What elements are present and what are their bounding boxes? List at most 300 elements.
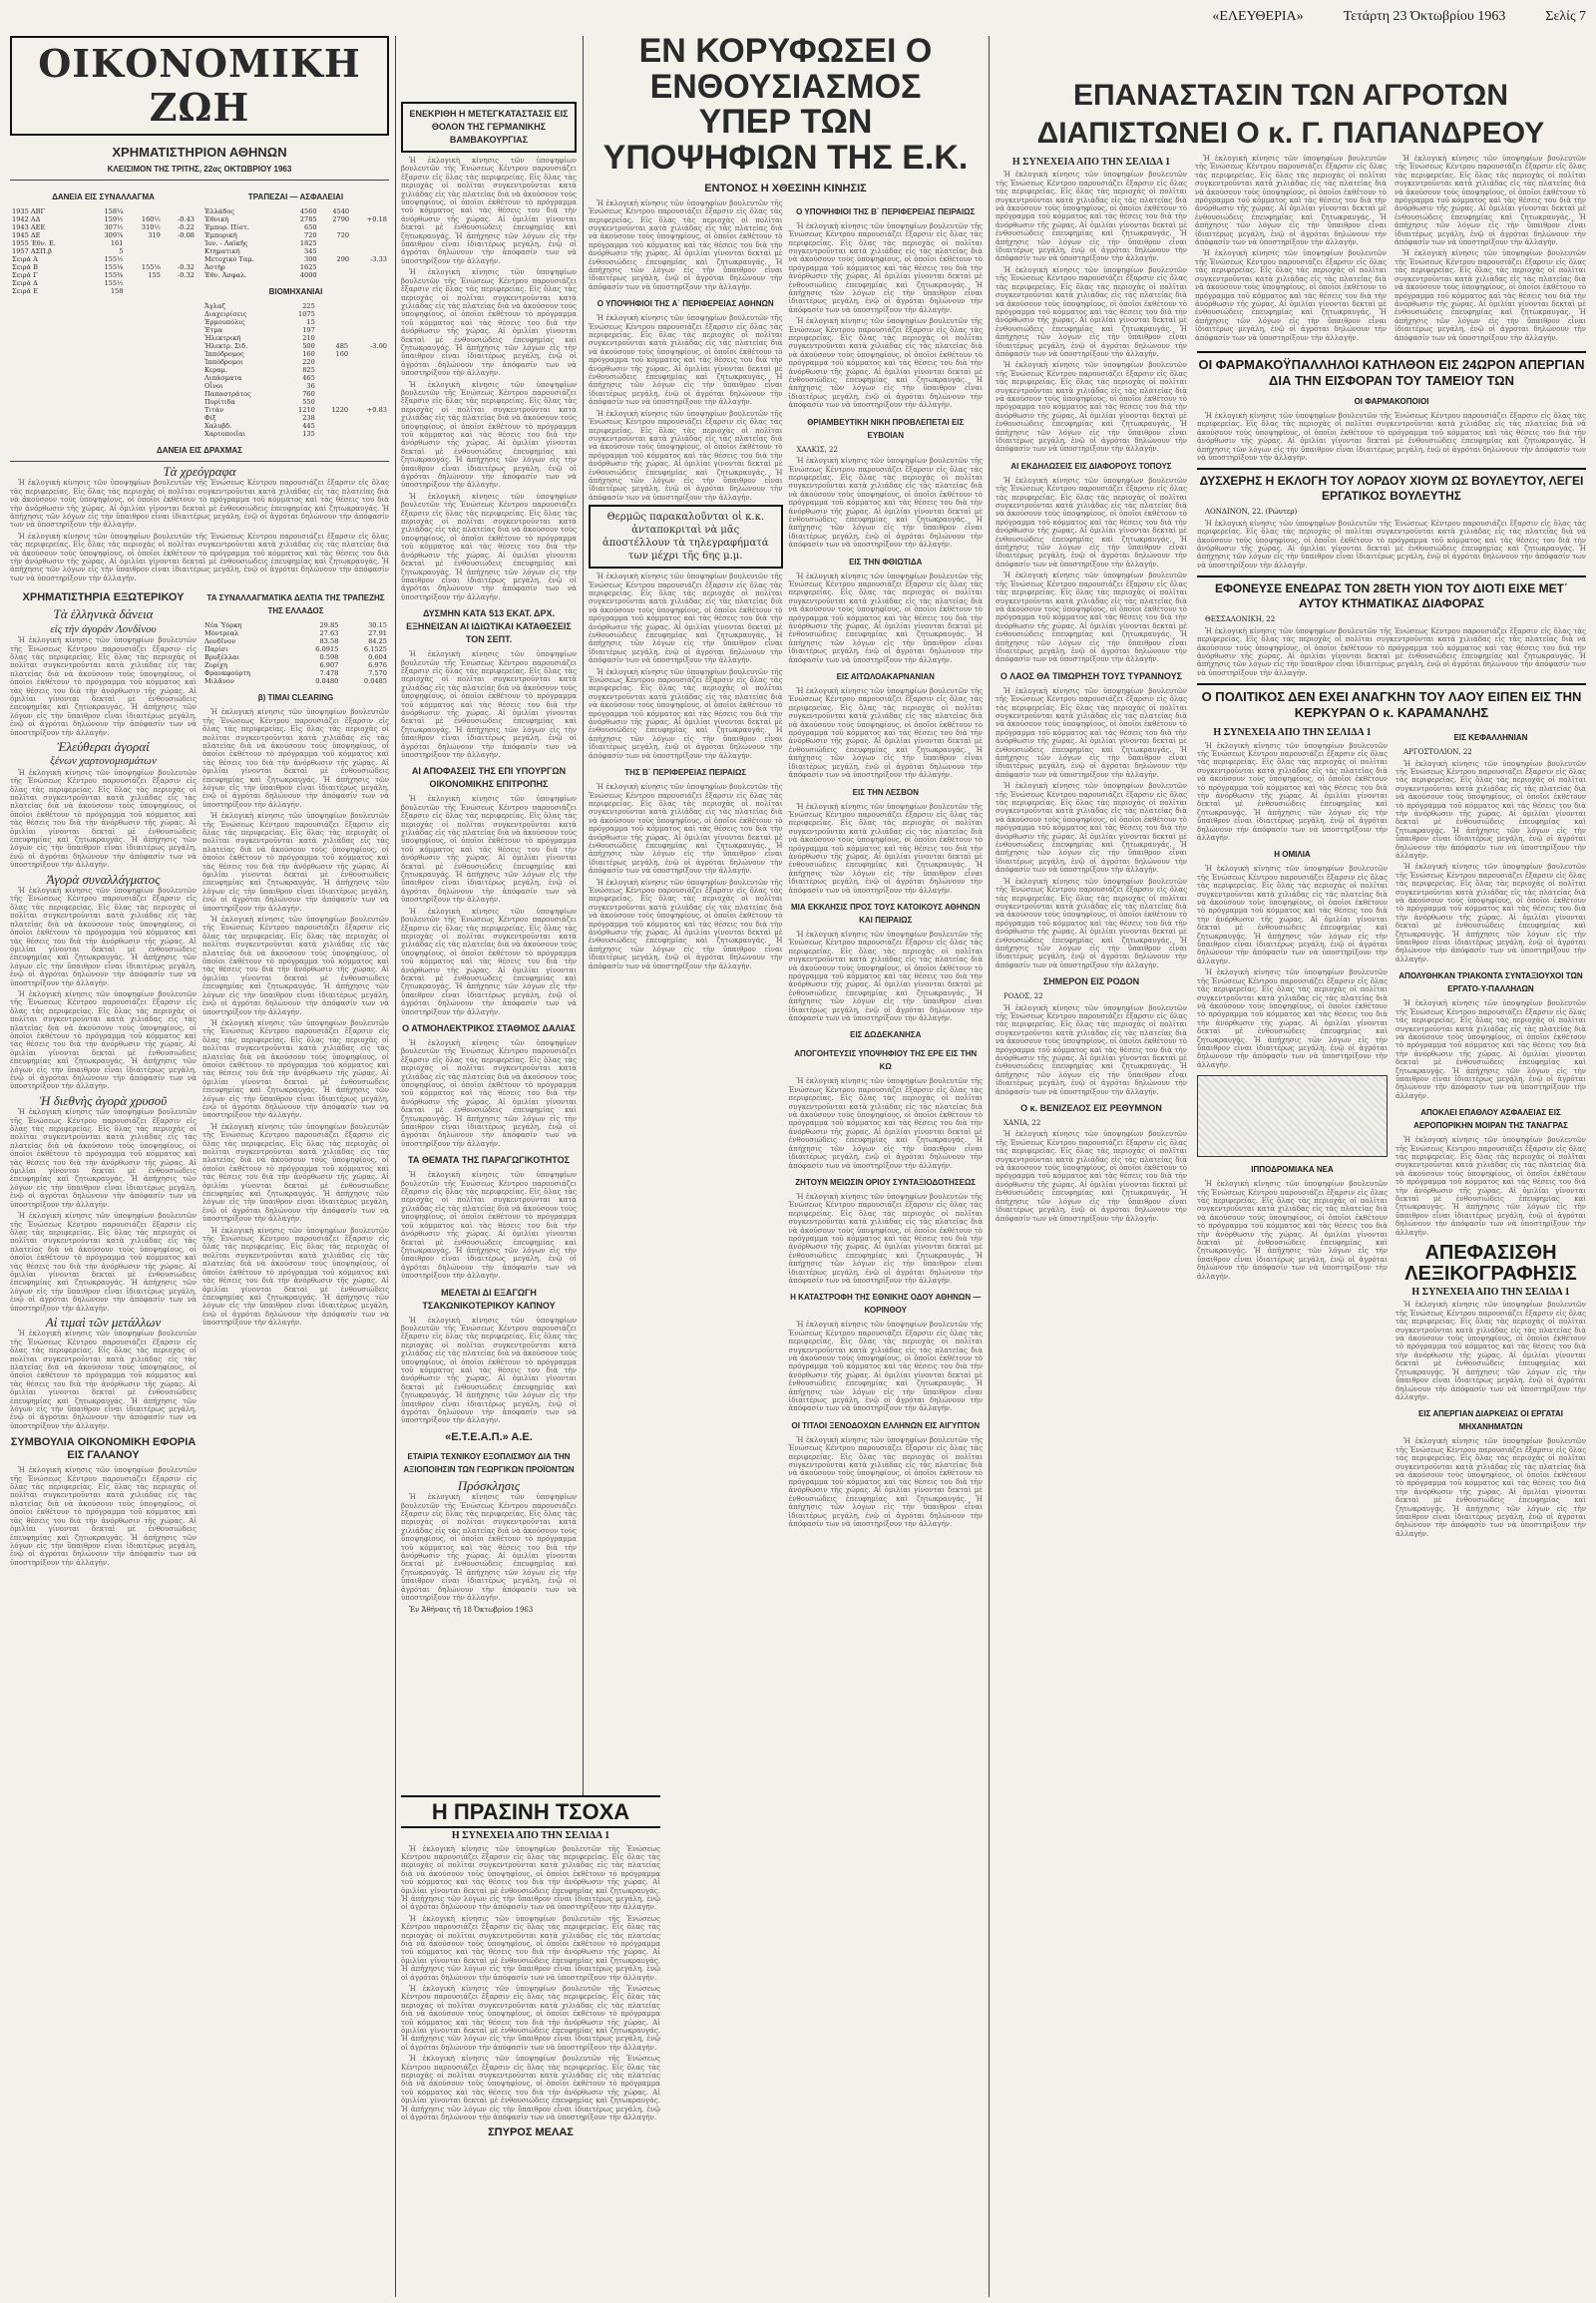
right-text-9: Ἡ ἐκλογικὴ κίνησις τῶν ὑποψηφίων βουλευτῶν τῆς Ἑνώσεως Κέντρου παρουσιάζει ἔξαρσιν εἰς ὅλας τὰς περιφερείας. Εἰς ὅλας τὰς περιοχὰς οἱ πολῖται συγκεντροῦνται κατὰ χιλιάδας εἰς τὰς πλατείας διὰ νὰ ἀκούσουν τοὺς ὑποψηφίους, οἱ ὁποῖοι ἐκθέτουν τὸ πρόγραμμα τοῦ κόμματος καὶ τὰς θέσεις του διὰ τὴν ἀνόρθωσιν τῆς χώρας. Αἱ ὁμιλίαι γίνονται δεκταὶ μὲ ἐνθουσιώδεις ἐπευφημίας καὶ ζητωκραυγάς. Ἡ ἀπήχησις τῶν λόγων εἰς τὴν ὕπαιθρον εἶναι ἰδιαιτέρως μεγάλη, ἐνῷ οἱ ἀγρόται δηλώνουν τὴν ἀπόφασίν των νὰ ὑποστηρίξουν τὴν ἀλλαγήν. (996, 1003, 1187, 1096)
table-cell: Ἄγλαζ (204, 302, 225, 310)
table-cell (350, 390, 389, 398)
table-cell (163, 279, 197, 287)
table-row (10, 263, 197, 271)
center-text-4: Ἡ ἐκλογικὴ κίνησις τῶν ὑποψηφίων βουλευτῶν τῆς Ἑνώσεως Κέντρου παρουσιάζει ἔξαρσιν εἰς ὅλας τὰς περιφερείας. Εἰς ὅλας τὰς περιοχὰς οἱ πολῖται συγκεντροῦνται κατὰ χιλιάδας εἰς τὰς πλατείας διὰ νὰ ἀκούσουν τοὺς ὑποψηφίους, οἱ ὁποῖοι ἐκθέτουν τὸ πρόγραμμα τοῦ κόμματος καὶ τὰς θέσεις του διὰ τὴν ἀνόρθωσιν τῆς χώρας. Αἱ ὁμιλίαι γίνονται δεκταὶ μὲ ἐνθουσιώδεις ἐπευφημίας καὶ ζητωκραυγάς. Ἡ ἀπήχησις τῶν λόγων εἰς τὴν ὕπαιθρον εἶναι ἰδιαιτέρως μεγάλη, ἐνῷ οἱ ἀγρόται δηλώνουν τὴν ἀπόφασίν των νὰ ὑποστηρίξουν τὴν ἀλλαγήν. (589, 573, 783, 665)
currency-market-heading: Ἀγορὰ συναλλάγματος (46, 871, 161, 887)
table-cell: 4540 (332, 207, 350, 215)
table-cell: 160 (335, 350, 349, 358)
table-cell: 307½ (104, 223, 124, 231)
table-cell: Ζυρίχη (204, 661, 227, 670)
table-cell: 4000 (299, 271, 317, 279)
table-cell (319, 247, 351, 255)
table-row (202, 231, 389, 239)
table-cell (350, 350, 389, 358)
table-cell: 345 (304, 247, 317, 255)
etap-invite: Πρόσκλησις (457, 1477, 521, 1493)
kefallinia-text-2: Ἡ ἐκλογικὴ κίνησις τῶν ὑποψηφίων βουλευτῶν τῆς Ἑνώσεως Κέντρου παρουσιάζει ἔξαρσιν εἰς ὅλας τὰς περιφερείας. Εἰς ὅλας τὰς περιοχὰς οἱ πολῖται συγκεντροῦνται κατὰ χιλιάδας εἰς τὰς πλατείας διὰ νὰ ἀκούσουν τοὺς ὑποψηφίους, οἱ ὁποῖοι ἐκθέτουν τὸ πρόγραμμα τοῦ κόμματος καὶ τὰς θέσεις του διὰ τὴν ἀνόρθωσιν τῆς χώρας. Αἱ ὁμιλίαι γίνονται δεκταὶ μὲ ἐνθουσιώδεις ἐπευφημίας καὶ ζητωκραυγάς. Ἡ ἀπήχησις τῶν λόγων εἰς τὴν ὕπαιθρον εἶναι ἰδιαιτέρως μεγάλη, ἐνῷ οἱ ἀγρόται δηλώνουν τὴν ἀπόφασίν των νὰ ὑποστηρίξουν τὴν ἀλλαγήν. (1396, 863, 1586, 963)
table-cell (350, 422, 389, 430)
green-bag-text-3: Ἡ ἐκλογικὴ κίνησις τῶν ὑποψηφίων βουλευτῶν τῆς Ἑνώσεως Κέντρου παρουσιάζει ἔξαρσιν εἰς ὅλας τὰς περιφερείας. Εἰς ὅλας τὰς περιοχὰς οἱ πολῖται συγκεντροῦνται κατὰ χιλιάδας εἰς τὰς πλατείας διὰ νὰ ἀκούσουν τοὺς ὑποψηφίους, οἱ ὁποῖοι ἐκθέτουν τὸ πρόγραμμα τοῦ κόμματος καὶ τὰς θέσεις του διὰ τὴν ἀνόρθωσιν τῆς χώρας. Αἱ ὁμιλίαι γίνονται δεκταὶ μὲ ἐνθουσιώδεις ἐπευφημίας καὶ ζητωκραυγάς. Ἡ ἀπήχησις τῶν λόγων εἰς τὴν ὕπαιθρον εἶναι ἰδιαιτέρως μεγάλη, ἐνῷ οἱ ἀγρόται δηλώνουν τὴν ἀπόφασίν των νὰ ὑποστηρίξουν τὴν ἀλλαγήν. (401, 1985, 660, 2052)
clearing-text: Ἡ ἐκλογικὴ κίνησις τῶν ὑποψηφίων βουλευτῶν τῆς Ἑνώσεως Κέντρου παρουσιάζει ἔξαρσιν εἰς ὅλας τὰς περιφερείας. Εἰς ὅλας τὰς περιοχὰς οἱ πολῖται συγκεντροῦνται κατὰ χιλιάδας εἰς τὰς πλατείας διὰ νὰ ἀκούσουν τοὺς ὑποψηφίους, οἱ ὁποῖοι ἐκθέτουν τὸ πρόγραμμα τοῦ κόμματος καὶ τὰς θέσεις του διὰ τὴν ἀνόρθωσιν τῆς χώρας. Αἱ ὁμιλίαι γίνονται δεκταὶ μὲ ἐνθουσιώδεις ἐπευφημίας καὶ ζητωκραυγάς. Ἡ ἀπήχησις τῶν λόγων εἰς τὴν ὕπαιθρον εἶναι ἰδιαιτέρως μεγάλη, ἐνῷ οἱ ἀγρόται δηλώνουν τὴν ἀπόφασίν των νὰ ὑποστηρίξουν τὴν ἀλλαγήν. (202, 708, 389, 809)
table-cell: Ἰππόδρομος (204, 350, 244, 358)
green-bag-text: Ἡ ἐκλογικὴ κίνησις τῶν ὑποψηφίων βουλευτῶν τῆς Ἑνώσεως Κέντρου παρουσιάζει ἔξαρσιν εἰς ὅλας τὰς περιφερείας. Εἰς ὅλας τὰς περιοχὰς οἱ πολῖται συγκεντροῦνται κατὰ χιλιάδας εἰς τὰς πλατείας διὰ νὰ ἀκούσουν τοὺς ὑποψηφίους, οἱ ὁποῖοι ἐκθέτουν τὸ πρόγραμμα τοῦ κόμματος καὶ τὰς θέσεις του διὰ τὴν ἀνόρθωσιν τῆς χώρας. Αἱ ὁμιλίαι γίνονται δεκταὶ μὲ ἐνθουσιώδεις ἐπευφημίας καὶ ζητωκραυγάς. Ἡ ἀπήχησις τῶν λόγων εἰς τὴν ὕπαιθρον εἶναι ἰδιαιτέρως μεγάλη, ἐνῷ οἱ ἀγρόται δηλώνουν τὴν ἀπόφασίν των νὰ ὑποστηρίξουν τὴν ἀλλαγήν. (401, 1844, 660, 1912)
hippo-text: Ἡ ἐκλογικὴ κίνησις τῶν ὑποψηφίων βουλευτῶν τῆς Ἑνώσεως Κέντρου παρουσιάζει ἔξαρσιν εἰς ὅλας τὰς περιφερείας. Εἰς ὅλας τὰς περιοχὰς οἱ πολῖται συγκεντροῦνται κατὰ χιλιάδας εἰς τὰς πλατείας διὰ νὰ ἀκούσουν τοὺς ὑποψηφίους, οἱ ὁποῖοι ἐκθέτουν τὸ πρόγραμμα τοῦ κόμματος καὶ τὰς θέσεις του διὰ τὴν ἀνόρθωσιν τῆς χώρας. Αἱ ὁμιλίαι γίνονται δεκταὶ μὲ ἐνθουσιώδεις ἐπευφημίας καὶ ζητωκραυγάς. Ἡ ἀπήχησις τῶν λόγων εἰς τὴν ὕπαιθρον εἶναι ἰδιαιτέρως μεγάλη, ἐνῷ οἱ ἀγρόται δηλώνουν τὴν ἀπόφασίν των νὰ ὑποστηρίξουν τὴν ἀλλαγήν. (1197, 1180, 1388, 1281)
center-text-1: Ἡ ἐκλογικὴ κίνησις τῶν ὑποψηφίων βουλευτῶν τῆς Ἑνώσεως Κέντρου παρουσιάζει ἔξαρσιν εἰς ὅλας τὰς περιφερείας. Εἰς ὅλας τὰς περιοχὰς οἱ πολῖται συγκεντροῦνται κατὰ χιλιάδας εἰς τὰς πλατείας διὰ νὰ ἀκούσουν τοὺς ὑποψηφίους, οἱ ὁποῖοι ἐκθέτουν τὸ πρόγραμμα τοῦ κόμματος καὶ τὰς θέσεις του διὰ τὴν ἀνόρθωσιν τῆς χώρας. Αἱ ὁμιλίαι γίνονται δεκταὶ μὲ ἐνθουσιώδεις ἐπευφημίας καὶ ζητωκραυγάς. Ἡ ἀπήχησις τῶν λόγων εἰς τὴν ὕπαιθρον εἶναι ἰδιαιτέρως μεγάλη, ἐνῷ οἱ ἀγρόται δηλώνουν τὴν ἀπόφασίν των νὰ ὑποστηρίξουν τὴν ἀλλαγήν. (589, 198, 783, 291)
table-cell: 309⅞ (104, 231, 124, 239)
etap-date: Ἐν Ἀθήναις τῇ 18 Ὀκτωβρίου 1963 (409, 1605, 534, 1614)
politician-text-2: Ἡ ἐκλογικὴ κίνησις τῶν ὑποψηφίων βουλευτῶν τῆς Ἑνώσεως Κέντρου παρουσιάζει ἔξαρσιν εἰς ὅλας τὰς περιφερείας. Εἰς ὅλας τὰς περιοχὰς οἱ πολῖται συγκεντροῦνται κατὰ χιλιάδας εἰς τὰς πλατείας διὰ νὰ ἀκούσουν τοὺς ὑποψηφίους, οἱ ὁποῖοι ἐκθέτουν τὸ πρόγραμμα τοῦ κόμματος καὶ τὰς θέσεις του διὰ τὴν ἀνόρθωσιν τῆς χώρας. Αἱ ὁμιλίαι γίνονται δεκταὶ μὲ ἐνθουσιώδεις ἐπευφημίας καὶ ζητωκραυγάς. Ἡ ἀπήχησις τῶν λόγων εἰς τὴν ὕπαιθρον εἶναι ἰδιαιτέρως μεγάλη, ἐνῷ οἱ ἀγρόται δηλώνουν τὴν ἀπόφασίν των νὰ ὑποστηρίξουν τὴν ἀλλαγήν. (1197, 865, 1388, 965)
table-cell (317, 398, 350, 406)
table-cell (125, 279, 162, 287)
table-cell: Ἐμπορική (204, 231, 237, 239)
economy-title-box (10, 36, 389, 136)
metal-text: Ἡ ἐκλογικὴ κίνησις τῶν ὑποψηφίων βουλευτῶν τῆς Ἑνώσεως Κέντρου παρουσιάζει ἔξαρσιν εἰς ὅλας τὰς περιφερείας. Εἰς ὅλας τὰς περιοχὰς οἱ πολῖται συγκεντροῦνται κατὰ χιλιάδας εἰς τὰς πλατείας διὰ νὰ ἀκούσουν τοὺς ὑποψηφίους, οἱ ὁποῖοι ἐκθέτουν τὸ πρόγραμμα τοῦ κόμματος καὶ τὰς θέσεις του διὰ τὴν ἀνόρθωσιν τῆς χώρας. Αἱ ὁμιλίαι γίνονται δεκταὶ μὲ ἐνθουσιώδεις ἐπευφημίας καὶ ζητωκραυγάς. Ἡ ἀπήχησις τῶν λόγων εἰς τὴν ὕπαιθρον εἶναι ἰδιαιτέρως μεγάλη, ἐνῷ οἱ ἀγρόται δηλώνουν τὴν ἀπόφασίν των νὰ ὑποστηρίξουν τὴν ἀλλαγήν. (10, 1330, 197, 1430)
table-cell (350, 302, 389, 310)
table-cell: 158 (110, 287, 124, 295)
fthiotida-heading: ΕΙΣ ΤΗΝ ΦΘΙΩΤΙΔΑ (849, 557, 923, 567)
green-bag-title: Η ΠΡΑΣΙΝΗ ΤΣΟΧΑ (401, 1795, 660, 1828)
table-cell: 0.598 (319, 653, 339, 662)
right-text-12: Ἡ ἐκλογικὴ κίνησις τῶν ὑποψηφίων βουλευτῶν τῆς Ἑνώσεως Κέντρου παρουσιάζει ἔξαρσιν εἰς ὅλας τὰς περιφερείας. Εἰς ὅλας τὰς περιοχὰς οἱ πολῖται συγκεντροῦνται κατὰ χιλιάδας εἰς τὰς πλατείας διὰ νὰ ἀκούσουν τοὺς ὑποψηφίους, οἱ ὁποῖοι ἐκθέτουν τὸ πρόγραμμα τοῦ κόμματος καὶ τὰς θέσεις του διὰ τὴν ἀνόρθωσιν τῆς χώρας. Αἱ ὁμιλίαι γίνονται δεκταὶ μὲ ἐνθουσιώδεις ἐπευφημίας καὶ ζητωκραυγάς. Ἡ ἀπήχησις τῶν λόγων εἰς τὴν ὕπαιθρον εἶναι ἰδιαιτέρως μεγάλη, ἐνῷ οἱ ἀγρόται δηλώνουν τὴν ἀπόφασίν των νὰ ὑποστηρίξουν τὴν ἀλλαγήν. (1195, 249, 1387, 342)
table-cell: 158¼ (104, 207, 124, 215)
table-cell: 6.1525 (363, 645, 387, 654)
currency-text-2: Ἡ ἐκλογικὴ κίνησις τῶν ὑποψηφίων βουλευτῶν τῆς Ἑνώσεως Κέντρου παρουσιάζει ἔξαρσιν εἰς ὅλας τὰς περιφερείας. Εἰς ὅλας τὰς περιοχὰς οἱ πολῖται συγκεντροῦνται κατὰ χιλιάδας εἰς τὰς πλατείας διὰ νὰ ἀκούσουν τοὺς ὑποψηφίους, οἱ ὁποῖοι ἐκθέτουν τὸ πρόγραμμα τοῦ κόμματος καὶ τὰς θέσεις του διὰ τὴν ἀνόρθωσιν τῆς χώρας. Αἱ ὁμιλίαι γίνονται δεκταὶ μὲ ἐνθουσιώδεις ἐπευφημίας καὶ ζητωκραυγάς. Ἡ ἀπήχησις τῶν λόγων εἰς τὴν ὕπαιθρον εἶναι ἰδιαιτέρως μεγάλη, ἐνῷ οἱ ἀγρόται δηλώνουν τὴν ἀπόφασίν των νὰ ὑποστηρίξουν τὴν ἀλλαγήν. (10, 989, 197, 1091)
green-bag-author: ΣΠΥΡΟΣ ΜΕΛΑΣ (488, 2125, 574, 2138)
table-cell: 6.976 (368, 661, 387, 670)
pharmacists-text: Ἡ ἐκλογικὴ κίνησις τῶν ὑποψηφίων βουλευτῶν τῆς Ἑνώσεως Κέντρου παρουσιάζει ἔξαρσιν εἰς ὅλας τὰς περιφερείας. Εἰς ὅλας τὰς περιοχὰς οἱ πολῖται συγκεντροῦνται κατὰ χιλιάδας εἰς τὰς πλατείας διὰ νὰ ἀκούσουν τοὺς ὑποψηφίους, οἱ ὁποῖοι ἐκθέτουν τὸ πρόγραμμα τοῦ κόμματος καὶ τὰς θέσεις του διὰ τὴν ἀνόρθωσιν τῆς χώρας. Αἱ ὁμιλίαι γίνονται δεκταὶ μὲ ἐνθουσιώδεις ἐπευφημίας καὶ ζητωκραυγάς. Ἡ ἀπήχησις τῶν λόγων εἰς τὴν ὕπαιθρον εἶναι ἰδιαιτέρως μεγάλη, ἐνῷ οἱ ἀγρόται δηλώνουν τὴν ἀπόφασίν των νὰ ὑποστηρίξουν τὴν ἀλλαγήν. (1197, 412, 1586, 463)
center-text-18: Ἡ ἐκλογικὴ κίνησις τῶν ὑποψηφίων βουλευτῶν τῆς Ἑνώσεως Κέντρου παρουσιάζει ἔξαρσιν εἰς ὅλας τὰς περιφερείας. Εἰς ὅλας τὰς περιοχὰς οἱ πολῖται συγκεντροῦνται κατὰ χιλιάδας εἰς τὰς πλατείας διὰ νὰ ἀκούσουν τοὺς ὑποψηφίους, οἱ ὁποῖοι ἐκθέτουν τὸ πρόγραμμα τοῦ κόμματος καὶ τὰς θέσεις του διὰ τὴν ἀνόρθωσιν τῆς χώρας. Αἱ ὁμιλίαι γίνονται δεκταὶ μὲ ἐνθουσιώδεις ἐπευφημίας καὶ ζητωκραυγάς. Ἡ ἀπήχησις τῶν λόγων εἰς τὴν ὕπαιθρον εἶναι ἰδιαιτέρως μεγάλη, ἐνῷ οἱ ἀγρόται δηλώνουν τὴν ἀπόφασίν των νὰ ὑποστηρίξουν τὴν ἀλλαγήν. (788, 1435, 983, 1528)
tobacco-heading: ΜΕΛΕΤΑΙ ΔΙ ΕΞΑΓΩΓΗ ΤΣΑΚΩΝΙΚΟΤΕΡΙΚΟΥ ΚΑΠΝΟΥ (422, 1287, 556, 1311)
table-cell: 0.604 (368, 653, 387, 662)
table-cell: Ἐμπορ. Πίστ. (204, 223, 249, 231)
table-cell (351, 263, 389, 271)
center-text-8: Ἡ ἐκλογικὴ κίνησις τῶν ὑποψηφίων βουλευτῶν τῆς Ἑνώσεως Κέντρου παρουσιάζει ἔξαρσιν εἰς ὅλας τὰς περιφερείας. Εἰς ὅλας τὰς περιοχὰς οἱ πολῖται συγκεντροῦνται κατὰ χιλιάδας εἰς τὰς πλατείας διὰ νὰ ἀκούσουν τοὺς ὑποψηφίους, οἱ ὁποῖοι ἐκθέτουν τὸ πρόγραμμα τοῦ κόμματος καὶ τὰς θέσεις του διὰ τὴν ἀνόρθωσιν τῆς χώρας. Αἱ ὁμιλίαι γίνονται δεκταὶ μὲ ἐνθουσιώδεις ἐπευφημίας καὶ ζητωκραυγάς. Ἡ ἀπήχησις τῶν λόγων εἰς τὴν ὕπαιθρον εἶναι ἰδιαιτέρως μεγάλη, ἐνῷ οἱ ἀγρόται δηλώνουν τὴν ἀπόφασίν των νὰ ὑποστηρίξουν τὴν ἀλλαγήν. (788, 221, 983, 314)
masthead (968, 6, 1586, 28)
meetings-heading: ΣΥΜΒΟΥΛΙΑ ΟΙΚΟΝΟΜΙΚΗ ΕΦΟΡΙΑ ΕΙΣ ΓΑΛΑΝΟΥ (10, 1436, 197, 1462)
table-row (202, 310, 389, 318)
table-cell: Μετοχικὸ Ταμ. (204, 255, 254, 263)
table-cell (350, 318, 389, 326)
table-cell: 485 (335, 342, 349, 350)
table-cell: 160½ (141, 215, 161, 223)
table-cell (317, 382, 350, 390)
table-cell: Λιπάσματα (204, 374, 242, 382)
table-cell: Ἀστήρ (204, 263, 225, 271)
newspaper-page (10, 6, 1586, 2297)
right-text-1: Ἡ ἐκλογικὴ κίνησις τῶν ὑποψηφίων βουλευτῶν τῆς Ἑνώσεως Κέντρου παρουσιάζει ἔξαρσιν εἰς ὅλας τὰς περιφερείας. Εἰς ὅλας τὰς περιοχὰς οἱ πολῖται συγκεντροῦνται κατὰ χιλιάδας εἰς τὰς πλατείας διὰ νὰ ἀκούσουν τοὺς ὑποψηφίους, οἱ ὁποῖοι ἐκθέτουν τὸ πρόγραμμα τοῦ κόμματος καὶ τὰς θέσεις του διὰ τὴν ἀνόρθωσιν τῆς χώρας. Αἱ ὁμιλίαι γίνονται δεκταὶ μὲ ἐνθουσιώδεις ἐπευφημίας καὶ ζητωκραυγάς. Ἡ ἀπήχησις τῶν λόγων εἰς τὴν ὕπαιθρον εἶναι ἰδιαιτέρως μεγάλη, ἐνῷ οἱ ἀγρόται δηλώνουν τὴν ἀπόφασίν των νὰ ὑποστηρίξουν τὴν ἀλλαγήν. (996, 171, 1187, 263)
table-cell: Ἠλεκτρ. Σιδ. (204, 342, 248, 350)
table-cell: Ἡλεκτρική (204, 334, 241, 342)
table-cell: Βρυξέλλαι (204, 653, 240, 662)
lesvos-heading: ΕΙΣ ΤΗΝ ΛΕΣΒΟΝ (852, 787, 919, 797)
table-cell: 290 (336, 255, 350, 263)
cotton-text-3: Ἡ ἐκλογικὴ κίνησις τῶν ὑποψηφίων βουλευτῶν τῆς Ἑνώσεως Κέντρου παρουσιάζει ἔξαρσιν εἰς ὅλας τὰς περιφερείας. Εἰς ὅλας τὰς περιοχὰς οἱ πολῖται συγκεντροῦνται κατὰ χιλιάδας εἰς τὰς πλατείας διὰ νὰ ἀκούσουν τοὺς ὑποψηφίους, οἱ ὁποῖοι ἐκθέτουν τὸ πρόγραμμα τοῦ κόμματος καὶ τὰς θέσεις του διὰ τὴν ἀνόρθωσιν τῆς χώρας. Αἱ ὁμιλίαι γίνονται δεκταὶ μὲ ἐνθουσιώδεις ἐπευφημίας καὶ ζητωκραυγάς. Ἡ ἀπήχησις τῶν λόγων εἰς τὴν ὕπαιθρον εἶναι ἰδιαιτέρως μεγάλη, ἐνῷ οἱ ἀγρόται δηλώνουν τὴν ἀπόφασίν των νὰ ὑποστηρίξουν τὴν ἀλλαγήν. (401, 380, 577, 490)
center-text-9: Ἡ ἐκλογικὴ κίνησις τῶν ὑποψηφίων βουλευτῶν τῆς Ἑνώσεως Κέντρου παρουσιάζει ἔξαρσιν εἰς ὅλας τὰς περιφερείας. Εἰς ὅλας τὰς περιοχὰς οἱ πολῖται συγκεντροῦνται κατὰ χιλιάδας εἰς τὰς πλατείας διὰ νὰ ἀκούσουν τοὺς ὑποψηφίους, οἱ ὁποῖοι ἐκθέτουν τὸ πρόγραμμα τοῦ κόμματος καὶ τὰς θέσεις του διὰ τὴν ἀνόρθωσιν τῆς χώρας. Αἱ ὁμιλίαι γίνονται δεκταὶ μὲ ἐνθουσιώδεις ἐπευφημίας καὶ ζητωκραυγάς. Ἡ ἀπήχησις τῶν λόγων εἰς τὴν ὕπαιθρον εἶναι ἰδιαιτέρως μεγάλη, ἐνῷ οἱ ἀγρόται δηλώνουν τὴν ἀπόφασίν των νὰ ὑποστηρίξουν τὴν ἀλλαγήν. (788, 317, 983, 410)
table-row (202, 271, 389, 279)
right-text-7: Ἡ ἐκλογικὴ κίνησις τῶν ὑποψηφίων βουλευτῶν τῆς Ἑνώσεως Κέντρου παρουσιάζει ἔξαρσιν εἰς ὅλας τὰς περιφερείας. Εἰς ὅλας τὰς περιοχὰς οἱ πολῖται συγκεντροῦνται κατὰ χιλιάδας εἰς τὰς πλατείας διὰ νὰ ἀκούσουν τοὺς ὑποψηφίους, οἱ ὁποῖοι ἐκθέτουν τὸ πρόγραμμα τοῦ κόμματος καὶ τὰς θέσεις του διὰ τὴν ἀνόρθωσιν τῆς χώρας. Αἱ ὁμιλίαι γίνονται δεκταὶ μὲ ἐνθουσιώδεις ἐπευφημίας καὶ ζητωκραυγάς. Ἡ ἀπήχησις τῶν λόγων εἰς τὴν ὕπαιθρον εἶναι ἰδιαιτέρως μεγάλη, ἐνῷ οἱ ἀγρόται δηλώνουν τὴν ἀπόφασίν των νὰ ὑποστηρίξουν τὴν ἀλλαγήν. (996, 782, 1187, 875)
decisions-text-2: Ἡ ἐκλογικὴ κίνησις τῶν ὑποψηφίων βουλευτῶν τῆς Ἑνώσεως Κέντρου παρουσιάζει ἔξαρσιν εἰς ὅλας τὰς περιφερείας. Εἰς ὅλας τὰς περιοχὰς οἱ πολῖται συγκεντροῦνται κατὰ χιλιάδας εἰς τὰς πλατείας διὰ νὰ ἀκούσουν τοὺς ὑποψηφίους, οἱ ὁποῖοι ἐκθέτουν τὸ πρόγραμμα τοῦ κόμματος καὶ τὰς θέσεις του διὰ τὴν ἀνόρθωσιν τῆς χώρας. Αἱ ὁμιλίαι γίνονται δεκταὶ μὲ ἐνθουσιώδεις ἐπευφημίας καὶ ζητωκραυγάς. Ἡ ἀπήχησις τῶν λόγων εἰς τὴν ὕπαιθρον εἶναι ἰδιαιτέρως μεγάλη, ἐνῷ οἱ ἀγρόται δηλώνουν τὴν ἀπόφασίν των νὰ ὑποστηρίξουν τὴν ἀλλαγήν. (401, 907, 577, 1016)
decisions-heading: ΑΙ ΑΠΟΦΑΣΕΙΣ ΤΗΣ ΕΠΙ ΥΠΟΥΡΓΩΝ ΟΙΚΟΝΟΜΙΚΗΣ ΕΠΙΤΡΟΠΗΣ (411, 766, 567, 790)
table-cell: 155⅛ (141, 263, 161, 271)
gold-text-2: Ἡ ἐκλογικὴ κίνησις τῶν ὑποψηφίων βουλευτῶν τῆς Ἑνώσεως Κέντρου παρουσιάζει ἔξαρσιν εἰς ὅλας τὰς περιφερείας. Εἰς ὅλας τὰς περιοχὰς οἱ πολῖται συγκεντροῦνται κατὰ χιλιάδας εἰς τὰς πλατείας διὰ νὰ ἀκούσουν τοὺς ὑποψηφίους, οἱ ὁποῖοι ἐκθέτουν τὸ πρόγραμμα τοῦ κόμματος καὶ τὰς θέσεις του διὰ τὴν ἀνόρθωσιν τῆς χώρας. Αἱ ὁμιλίαι γίνονται δεκταὶ μὲ ἐνθουσιώδεις ἐπευφημίας καὶ ζητωκραυγάς. Ἡ ἀπήχησις τῶν λόγων εἰς τὴν ὕπαιθρον εἶναι ἰδιαιτέρως μεγάλη, ἐνῷ οἱ ἀγρόται δηλώνουν τὴν ἀπόφασίν των νὰ ὑποστηρίξουν τὴν ἀλλαγήν. (10, 1212, 197, 1313)
table-cell: 720 (336, 231, 350, 239)
meiosi-heading: ΖΗΤΟΥΝ ΜΕΙΩΣΙΝ ΟΡΙΟΥ ΣΥΝΤΑΞΙΟΔΟΤΗΣΕΩΣ (795, 1177, 977, 1187)
table-cell: 155½ (104, 279, 124, 287)
table-cell (163, 247, 197, 255)
strike-heading: ΕΙΣ ΑΠΕΡΓΙΑΝ ΔΙΑΡΚΕΙΑΣ ΟΙ ΕΡΓΑΤΑΙ ΜΗΧΑΝΗΜΑΤΩΝ (1418, 1409, 1563, 1432)
exchange-date: ΚΛΕΙΣΙΜΟΝ ΤΗΣ ΤΡΙΤΗΣ, 22ας ΟΚΤΩΒΡΙΟΥ 1963 (107, 165, 292, 174)
stab-text: Ἡ ἐκλογικὴ κίνησις τῶν ὑποψηφίων βουλευτῶν τῆς Ἑνώσεως Κέντρου παρουσιάζει ἔξαρσιν εἰς ὅλας τὰς περιφερείας. Εἰς ὅλας τὰς περιοχὰς οἱ πολῖται συγκεντροῦνται κατὰ χιλιάδας εἰς τὰς πλατείας διὰ νὰ ἀκούσουν τοὺς ὑποψηφίους, οἱ ὁποῖοι ἐκθέτουν τὸ πρόγραμμα τοῦ κόμματος καὶ τὰς θέσεις του διὰ τὴν ἀνόρθωσιν τῆς χώρας. Αἱ ὁμιλίαι γίνονται δεκταὶ μὲ ἐνθουσιώδεις ἐπευφημίας καὶ ζητωκραυγάς. Ἡ ἀπήχησις τῶν λόγων εἰς τὴν ὕπαιθρον εἶναι ἰδιαιτέρως μεγάλη, ἐνῷ οἱ ἀγρόται δηλώνουν τὴν ἀπόφασίν των νὰ ὑποστηρίξουν τὴν ἀλλαγήν. (1197, 626, 1586, 677)
table-cell: 2785 (299, 215, 317, 223)
center-text-13: Ἡ ἐκλογικὴ κίνησις τῶν ὑποψηφίων βουλευτῶν τῆς Ἑνώσεως Κέντρου παρουσιάζει ἔξαρσιν εἰς ὅλας τὰς περιφερείας. Εἰς ὅλας τὰς περιοχὰς οἱ πολῖται συγκεντροῦνται κατὰ χιλιάδας εἰς τὰς πλατείας διὰ νὰ ἀκούσουν τοὺς ὑποψηφίους, οἱ ὁποῖοι ἐκθέτουν τὸ πρόγραμμα τοῦ κόμματος καὶ τὰς θέσεις του διὰ τὴν ἀνόρθωσιν τῆς χώρας. Αἱ ὁμιλίαι γίνονται δεκταὶ μὲ ἐνθουσιώδεις ἐπευφημίας καὶ ζητωκραυγάς. Ἡ ἀπήχησις τῶν λόγων εἰς τὴν ὕπαιθρον εἶναι ἰδιαιτέρως μεγάλη, ἐνῷ οἱ ἀγρόται δηλώνουν τὴν ἀπόφασίν των νὰ ὑποστηρίξουν τὴν ἀλλαγήν. (788, 802, 983, 895)
home-heading: ΔΥΣΧΕΡΗΣ Η ΕΚΛΟΓΗ ΤΟΥ ΛΟΡΔΟΥ ΧΙΟΥΜ ΩΣ ΒΟΥΛΕΥΤΟΥ, ΛΕΓΕΙ ΕΡΓΑΤΙΚΟΣ ΒΟΥΛΕΥΤΗΣ (1197, 468, 1586, 504)
table-cell: 220 (302, 358, 315, 366)
rodos-heading: ΣΗΜΕΡΟΝ ΕΙΣ ΡΟΔΟΝ (1042, 976, 1140, 987)
table-cell: 1945 ΔΕ (12, 231, 41, 239)
table-row (202, 302, 389, 310)
table-cell (350, 358, 389, 366)
industry-label: ΒΙΟΜΗΧΑΝΙΑΙ (268, 287, 323, 296)
table-cell: 550 (302, 398, 315, 406)
center-text-15: Ἡ ἐκλογικὴ κίνησις τῶν ὑποψηφίων βουλευτῶν τῆς Ἑνώσεως Κέντρου παρουσιάζει ἔξαρσιν εἰς ὅλας τὰς περιφερείας. Εἰς ὅλας τὰς περιοχὰς οἱ πολῖται συγκεντροῦνται κατὰ χιλιάδας εἰς τὰς πλατείας διὰ νὰ ἀκούσουν τοὺς ὑποψηφίους, οἱ ὁποῖοι ἐκθέτουν τὸ πρόγραμμα τοῦ κόμματος καὶ τὰς θέσεις του διὰ τὴν ἀνόρθωσιν τῆς χώρας. Αἱ ὁμιλίαι γίνονται δεκταὶ μὲ ἐνθουσιώδεις ἐπευφημίας καὶ ζητωκραυγάς. Ἡ ἀπήχησις τῶν λόγων εἰς τὴν ὕπαιθρον εἶναι ἰδιαιτέρως μεγάλη, ἐνῷ οἱ ἀγρόται δηλώνουν τὴν ἀπόφασίν των νὰ ὑποστηρίξουν τὴν ἀλλαγήν. (788, 1077, 983, 1170)
table-cell: Πυρίτιδα (204, 398, 235, 406)
table-row (202, 653, 389, 661)
table-row (202, 669, 389, 677)
table-cell: 30.15 (368, 621, 387, 630)
aviation-text: Ἡ ἐκλογικὴ κίνησις τῶν ὑποψηφίων βουλευτῶν τῆς Ἑνώσεως Κέντρου παρουσιάζει ἔξαρσιν εἰς ὅλας τὰς περιφερείας. Εἰς ὅλας τὰς περιοχὰς οἱ πολῖται συγκεντροῦνται κατὰ χιλιάδας εἰς τὰς πλατείας διὰ νὰ ἀκούσουν τοὺς ὑποψηφίους, οἱ ὁποῖοι ἐκθέτουν τὸ πρόγραμμα τοῦ κόμματος καὶ τὰς θέσεις του διὰ τὴν ἀνόρθωσιν τῆς χώρας. Αἱ ὁμιλίαι γίνονται δεκταὶ μὲ ἐνθουσιώδεις ἐπευφημίας καὶ ζητωκραυγάς. Ἡ ἀπήχησις τῶν λόγων εἰς τὴν ὕπαιθρον εἶναι ἰδιαιτέρως μεγάλη, ἐνῷ οἱ ἀγρόται δηλώνουν τὴν ἀπόφασίν των νὰ ὑποστηρίξουν τὴν ἀλλαγήν. (1396, 1136, 1586, 1237)
table-cell (317, 414, 350, 422)
right-headline-2: ΔΙΑΠΙΣΤΩΝΕΙ Ο κ. Γ. ΠΑΠΑΝΔΡΕΟΥ (1036, 116, 1545, 150)
ethniki-odos-heading: Η ΚΑΤΑΣΤΡΟΦΗ ΤΗΣ ΕΘΝΙΚΗΣ ΟΔΟΥ ΑΘΗΝΩΝ — ΚΟΡΙΝΘΟΥ (790, 1293, 982, 1316)
etap-text: Ἡ ἐκλογικὴ κίνησις τῶν ὑποψηφίων βουλευτῶν τῆς Ἑνώσεως Κέντρου παρουσιάζει ἔξαρσιν εἰς ὅλας τὰς περιφερείας. Εἰς ὅλας τὰς περιοχὰς οἱ πολῖται συγκεντροῦνται κατὰ χιλιάδας εἰς τὰς πλατείας διὰ νὰ ἀκούσουν τοὺς ὑποψηφίους, οἱ ὁποῖοι ἐκθέτουν τὸ πρόγραμμα τοῦ κόμματος καὶ τὰς θέσεις του διὰ τὴν ἀνόρθωσιν τῆς χώρας. Αἱ ὁμιλίαι γίνονται δεκταὶ μὲ ἐνθουσιώδεις ἐπευφημίας καὶ ζητωκραυγάς. Ἡ ἀπήχησις τῶν λόγων εἰς τὴν ὕπαιθρον εἶναι ἰδιαιτέρως μεγάλη, ἐνῷ οἱ ἀγρόται δηλώνουν τὴν ἀπόφασίν των νὰ ὑποστηρίξουν τὴν ἀλλαγήν. (401, 1493, 577, 1603)
table-cell: 4560 (299, 207, 317, 215)
table-cell (350, 382, 389, 390)
industry-table (202, 302, 389, 438)
table-row (202, 374, 389, 382)
table-row (202, 629, 389, 637)
table-cell: Σειρὰ Δ (12, 279, 38, 287)
table-cell: 1955 Έθν. Ε. (12, 239, 56, 247)
right-text-13: Ἡ ἐκλογικὴ κίνησις τῶν ὑποψηφίων βουλευτῶν τῆς Ἑνώσεως Κέντρου παρουσιάζει ἔξαρσιν εἰς ὅλας τὰς περιφερείας. Εἰς ὅλας τὰς περιοχὰς οἱ πολῖται συγκεντροῦνται κατὰ χιλιάδας εἰς τὰς πλατείας διὰ νὰ ἀκούσουν τοὺς ὑποψηφίους, οἱ ὁποῖοι ἐκθέτουν τὸ πρόγραμμα τοῦ κόμματος καὶ τὰς θέσεις του διὰ τὴν ἀνόρθωσιν τῆς χώρας. Αἱ ὁμιλίαι γίνονται δεκταὶ μὲ ἐνθουσιώδεις ἐπευφημίας καὶ ζητωκραυγάς. Ἡ ἀπήχησις τῶν λόγων εἰς τὴν ὕπαιθρον εἶναι ἰδιαιτέρως μεγάλη, ἐνῷ οἱ ἀγρόται δηλώνουν τὴν ἀπόφασίν των νὰ ὑποστηρίξουν τὴν ἀλλαγήν. (1395, 155, 1586, 247)
table-cell (317, 326, 350, 334)
strike-text: Ἡ ἐκλογικὴ κίνησις τῶν ὑποψηφίων βουλευτῶν τῆς Ἑνώσεως Κέντρου παρουσιάζει ἔξαρσιν εἰς ὅλας τὰς περιφερείας. Εἰς ὅλας τὰς περιοχὰς οἱ πολῖται συγκεντροῦνται κατὰ χιλιάδας εἰς τὰς πλατείας διὰ νὰ ἀκούσουν τοὺς ὑποψηφίους, οἱ ὁποῖοι ἐκθέτουν τὸ πρόγραμμα τοῦ κόμματος καὶ τὰς θέσεις του διὰ τὴν ἀνόρθωσιν τῆς χώρας. Αἱ ὁμιλίαι γίνονται δεκταὶ μὲ ἐνθουσιώδεις ἐπευφημίας καὶ ζητωκραυγάς. Ἡ ἀπήχησις τῶν λόγων εἰς τὴν ὕπαιθρον εἶναι ἰδιαιτέρως μεγάλη, ἐνῷ οἱ ἀγρόται δηλώνουν τὴν ἀπόφασίν των νὰ ὑποστηρίξουν τὴν ἀλλαγήν. (1396, 1437, 1586, 1538)
table-row (202, 621, 389, 629)
table-cell: 161 (110, 239, 124, 247)
table-cell (125, 287, 162, 295)
table-row (10, 231, 197, 239)
apofasisthi-heading: ΑΠΕΦΑΣΙΣΘΗ (1424, 1242, 1557, 1265)
table-cell: Φίξ (204, 414, 216, 422)
table-row (202, 406, 389, 414)
table-row (10, 239, 197, 247)
table-cell: 1935 ΑΒΓ (12, 207, 46, 215)
table-cell: 1210 (298, 406, 315, 414)
table-cell: Διαχειρίσεις (204, 310, 247, 318)
table-cell: Χαλυβδ. (204, 422, 232, 430)
cotton-text-4: Ἡ ἐκλογικὴ κίνησις τῶν ὑποψηφίων βουλευτῶν τῆς Ἑνώσεως Κέντρου παρουσιάζει ἔξαρσιν εἰς ὅλας τὰς περιφερείας. Εἰς ὅλας τὰς περιοχὰς οἱ πολῖται συγκεντροῦνται κατὰ χιλιάδας εἰς τὰς πλατείας διὰ νὰ ἀκούσουν τοὺς ὑποψηφίους, οἱ ὁποῖοι ἐκθέτουν τὸ πρόγραμμα τοῦ κόμματος καὶ τὰς θέσεις του διὰ τὴν ἀνόρθωσιν τῆς χώρας. Αἱ ὁμιλίαι γίνονται δεκταὶ μὲ ἐνθουσιώδεις ἐπευφημίας καὶ ζητωκραυγάς. Ἡ ἀπήχησις τῶν λόγων εἰς τὴν ὕπαιθρον εἶναι ἰδιαιτέρως μεγάλη, ἐνῷ οἱ ἀγρόται δηλώνουν τὴν ἀπόφασίν των νὰ ὑποστηρίξουν τὴν ἀλλαγήν. (401, 492, 577, 601)
table-cell (351, 223, 389, 231)
table-cell (351, 271, 389, 279)
clearing-text-5: Ἡ ἐκλογικὴ κίνησις τῶν ὑποψηφίων βουλευτῶν τῆς Ἑνώσεως Κέντρου παρουσιάζει ἔξαρσιν εἰς ὅλας τὰς περιφερείας. Εἰς ὅλας τὰς περιοχὰς οἱ πολῖται συγκεντροῦνται κατὰ χιλιάδας εἰς τὰς πλατείας διὰ νὰ ἀκούσουν τοὺς ὑποψηφίους, οἱ ὁποῖοι ἐκθέτουν τὸ πρόγραμμα τοῦ κόμματος καὶ τὰς θέσεις του διὰ τὴν ἀνόρθωσιν τῆς χώρας. Αἱ ὁμιλίαι γίνονται δεκταὶ μὲ ἐνθουσιώδεις ἐπευφημίας καὶ ζητωκραυγάς. Ἡ ἀπήχησις τῶν λόγων εἰς τὴν ὕπαιθρον εἶναι ἰδιαιτέρως μεγάλη, ἐνῷ οἱ ἀγρόται δηλώνουν τὴν ἀπόφασίν των νὰ ὑποστηρίξουν τὴν ἀλλαγήν. (202, 1122, 389, 1224)
table-row (202, 207, 389, 215)
drachma-loans-label: ΔΑΝΕΙΑ ΕΙΣ ΔΡΑΧΜΑΣ (157, 446, 242, 455)
table-cell: -3.33 (370, 255, 387, 263)
right-text-11: Ἡ ἐκλογικὴ κίνησις τῶν ὑποψηφίων βουλευτῶν τῆς Ἑνώσεως Κέντρου παρουσιάζει ἔξαρσιν εἰς ὅλας τὰς περιφερείας. Εἰς ὅλας τὰς περιοχὰς οἱ πολῖται συγκεντροῦνται κατὰ χιλιάδας εἰς τὰς πλατείας διὰ νὰ ἀκούσουν τοὺς ὑποψηφίους, οἱ ὁποῖοι ἐκθέτουν τὸ πρόγραμμα τοῦ κόμματος καὶ τὰς θέσεις του διὰ τὴν ἀνόρθωσιν τῆς χώρας. Αἱ ὁμιλίαι γίνονται δεκταὶ μὲ ἐνθουσιώδεις ἐπευφημίας καὶ ζητωκραυγάς. Ἡ ἀπήχησις τῶν λόγων εἰς τὴν ὕπαιθρον εἶναι ἰδιαιτέρως μεγάλη, ἐνῷ οἱ ἀγρόται δηλώνουν τὴν ἀπόφασίν των νὰ ὑποστηρίξουν τὴν ἀλλαγήν. (1195, 155, 1387, 247)
center-text-3: Ἡ ἐκλογικὴ κίνησις τῶν ὑποψηφίων βουλευτῶν τῆς Ἑνώσεως Κέντρου παρουσιάζει ἔξαρσιν εἰς ὅλας τὰς περιφερείας. Εἰς ὅλας τὰς περιοχὰς οἱ πολῖται συγκεντροῦνται κατὰ χιλιάδας εἰς τὰς πλατείας διὰ νὰ ἀκούσουν τοὺς ὑποψηφίους, οἱ ὁποῖοι ἐκθέτουν τὸ πρόγραμμα τοῦ κόμματος καὶ τὰς θέσεις του διὰ τὴν ἀνόρθωσιν τῆς χώρας. Αἱ ὁμιλίαι γίνονται δεκταὶ μὲ ἐνθουσιώδεις ἐπευφημίας καὶ ζητωκραυγάς. Ἡ ἀπήχησις τῶν λόγων εἰς τὴν ὕπαιθρον εἶναι ἰδιαιτέρως μεγάλη, ἐνῷ οἱ ἀγρόται δηλώνουν τὴν ἀπόφασίν των νὰ ὑποστηρίξουν τὴν ἀλλαγήν. (589, 409, 783, 502)
page-number: Σελίς 7 (1545, 9, 1586, 24)
dodecanese-heading: ΕΙΣ ΔΩΔΕΚΑΝΗΣΑ (850, 1030, 922, 1040)
dismissals-text: Ἡ ἐκλογικὴ κίνησις τῶν ὑποψηφίων βουλευτῶν τῆς Ἑνώσεως Κέντρου παρουσιάζει ἔξαρσιν εἰς ὅλας τὰς περιφερείας. Εἰς ὅλας τὰς περιοχὰς οἱ πολῖται συγκεντροῦνται κατὰ χιλιάδας εἰς τὰς πλατείας διὰ νὰ ἀκούσουν τοὺς ὑποψηφίους, οἱ ὁποῖοι ἐκθέτουν τὸ πρόγραμμα τοῦ κόμματος καὶ τὰς θέσεις του διὰ τὴν ἀνόρθωσιν τῆς χώρας. Αἱ ὁμιλίαι γίνονται δεκταὶ μὲ ἐνθουσιώδεις ἐπευφημίας καὶ ζητωκραυγάς. Ἡ ἀπήχησις τῶν λόγων εἰς τὴν ὕπαιθρον εἶναι ἰδιαιτέρως μεγάλη, ἐνῷ οἱ ἀγρόται δηλώνουν τὴν ἀπόφασίν των νὰ ὑποστηρίξουν τὴν ἀλλαγήν. (1396, 999, 1586, 1100)
gold-text: Ἡ ἐκλογικὴ κίνησις τῶν ὑποψηφίων βουλευτῶν τῆς Ἑνώσεως Κέντρου παρουσιάζει ἔξαρσιν εἰς ὅλας τὰς περιφερείας. Εἰς ὅλας τὰς περιοχὰς οἱ πολῖται συγκεντροῦνται κατὰ χιλιάδας εἰς τὰς πλατείας διὰ νὰ ἀκούσουν τοὺς ὑποψηφίους, οἱ ὁποῖοι ἐκθέτουν τὸ πρόγραμμα τοῦ κόμματος καὶ τὰς θέσεις του διὰ τὴν ἀνόρθωσιν τῆς χώρας. Αἱ ὁμιλίαι γίνονται δεκταὶ μὲ ἐνθουσιώδεις ἐπευφημίας καὶ ζητωκραυγάς. Ἡ ἀπήχησις τῶν λόγων εἰς τὴν ὕπαιθρον εἶναι ἰδιαιτέρως μεγάλη, ἐνῷ οἱ ἀγρόται δηλώνουν τὴν ἀπόφασίν των νὰ ὑποστηρίξουν τὴν ἀλλαγήν. (10, 1108, 197, 1209)
table-cell (351, 247, 389, 255)
omilia-heading: Η ΟΜΙΛΙΑ (1274, 850, 1311, 860)
table-cell (317, 430, 350, 438)
table-cell: 0.0485 (363, 677, 387, 686)
table-cell: Τιτάν (204, 406, 224, 414)
rodos-dateline: ΡΟΔΟΣ, 22 (1003, 992, 1043, 1001)
table-row (10, 207, 197, 215)
table-cell: 1075 (298, 310, 315, 318)
table-cell: Ἰον. - Λαϊκῆς (204, 239, 248, 247)
table-cell: 7.570 (368, 669, 387, 678)
table-cell: -0.32 (178, 271, 195, 279)
foreign-exchange-heading: ΧΡΗΜΑΤΙΣΤΗΡΙΑ ΕΞΩΤΕΡΙΚΟΥ (22, 591, 185, 604)
kefallinia-heading: ΕΙΣ ΚΕΦΑΛΛΗΝΙΑΝ (1453, 733, 1528, 743)
table-cell: 1825 (299, 239, 317, 247)
table-row (10, 247, 197, 255)
table-cell (317, 390, 350, 398)
table-cell: Χαρτοποιΐαι (204, 430, 246, 438)
green-bag-section (401, 1795, 660, 2297)
table-cell: Νέα Ὑόρκη (204, 621, 242, 630)
table-cell: 84.25 (368, 637, 387, 646)
center-headline-1: ΕΝ ΚΟΡΥΦΩΣΕΙ Ο ΕΝΘΟΥΣΙΑΣΜΟΣ (638, 32, 933, 106)
table-cell: 2790 (332, 215, 350, 223)
argostoli-dateline: ΑΡΓΟΣΤΟΛΙΟΝ, 22 (1403, 748, 1472, 757)
table-cell: 6.907 (319, 661, 339, 670)
table-cell: Σειρὰ Γ (12, 271, 38, 279)
xenodochos-heading: ΟΙ ΤΙΤΛΟΙ ΞΕΝΟΔΟΧΩΝ ΕΛΛΗΝΩΝ ΕΙΣ ΑΙΓΥΠΤΟΝ (791, 1420, 981, 1430)
pharmacists-heading: ΟΙ ΦΑΡΜΑΚΟΫΠΑΛΛΗΛΟΙ ΚΑΤΗΛΘΟΝ ΕΙΣ 24ΩΡΟΝ ΑΠΕΡΓΙΑΝ ΔΙΑ ΤΗΝ ΕΙΣΦΟΡΑΝ ΤΟΥ ΤΑΜΕΙΟΥ ΤΩΝ (1197, 351, 1586, 389)
politician-text-3: Ἡ ἐκλογικὴ κίνησις τῶν ὑποψηφίων βουλευτῶν τῆς Ἑνώσεως Κέντρου παρουσιάζει ἔξαρσιν εἰς ὅλας τὰς περιφερείας. Εἰς ὅλας τὰς περιοχὰς οἱ πολῖται συγκεντροῦνται κατὰ χιλιάδας εἰς τὰς πλατείας διὰ νὰ ἀκούσουν τοὺς ὑποψηφίους, οἱ ὁποῖοι ἐκθέτουν τὸ πρόγραμμα τοῦ κόμματος καὶ τὰς θέσεις του διὰ τὴν ἀνόρθωσιν τῆς χώρας. Αἱ ὁμιλίαι γίνονται δεκταὶ μὲ ἐνθουσιώδεις ἐπευφημίας καὶ ζητωκραυγάς. Ἡ ἀπήχησις τῶν λόγων εἰς τὴν ὕπαιθρον εἶναι ἰδιαιτέρως μεγάλη, ἐνῷ οἱ ἀγρόται δηλώνουν τὴν ἀπόφασίν των νὰ ὑποστηρίξουν τὴν ἀλλαγήν. (1197, 968, 1388, 1069)
apogoitefsi-heading: ΑΠΟΓΟΗΤΕΥΣΙΣ ΥΠΟΨΗΦΙΟΥ ΤΗΣ ΕΡΕ ΕΙΣ ΤΗΝ ΚΩ (794, 1049, 978, 1072)
table-cell: 15 (306, 318, 315, 326)
politician-heading: Ο ΠΟΛΙΤΙΚΟΣ ΔΕΝ ΕΧΕΙ ΑΝΑΓΚΗΝ ΤΟΥ ΛΑΟΥ ΕΙΠΕΝ ΕΙΣ ΤΗΝ ΚΕΡΚΥΡΑΝ Ο κ. ΚΑΡΑΜΑΝΛΗΣ (1197, 683, 1586, 721)
topics-heading: ΤΑ ΘΕΜΑΤΑ ΤΗΣ ΠΑΡΑΓΩΓΙΚΟΤΗΤΟΣ (408, 1155, 570, 1166)
table-row (202, 350, 389, 358)
venizelos-heading: Ο κ. ΒΕΝΙΖΕΛΟΣ ΕΙΣ ΡΕΘΥΜΝΟΝ (1020, 1103, 1162, 1114)
table-row (202, 342, 389, 350)
table-cell (317, 374, 350, 382)
kefallinia-text: Ἡ ἐκλογικὴ κίνησις τῶν ὑποψηφίων βουλευτῶν τῆς Ἑνώσεως Κέντρου παρουσιάζει ἔξαρσιν εἰς ὅλας τὰς περιφερείας. Εἰς ὅλας τὰς περιοχὰς οἱ πολῖται συγκεντροῦνται κατὰ χιλιάδας εἰς τὰς πλατείας διὰ νὰ ἀκούσουν τοὺς ὑποψηφίους, οἱ ὁποῖοι ἐκθέτουν τὸ πρόγραμμα τοῦ κόμματος καὶ τὰς θέσεις του διὰ τὴν ἀνόρθωσιν τῆς χώρας. Αἱ ὁμιλίαι γίνονται δεκταὶ μὲ ἐνθουσιώδεις ἐπευφημίας καὶ ζητωκραυγάς. Ἡ ἀπήχησις τῶν λόγων εἰς τὴν ὕπαιθρον εἶναι ἰδιαιτέρως μεγάλη, ἐνῷ οἱ ἀγρόται δηλώνουν τὴν ἀπόφασίν των νὰ ὑποστηρίξουν τὴν ἀλλαγήν. (1396, 759, 1586, 860)
etap-heading: «Ε.Τ.Ε.Α.Π.» Α.Ε. (445, 1430, 533, 1443)
pharmacists-sub: ΟΙ ΦΑΡΜΑΚΟΠΟΙΟΙ (1354, 397, 1429, 406)
table-cell: 1625 (299, 263, 317, 271)
table-cell: Κτηματική (204, 247, 240, 255)
deposits-text: Ἡ ἐκλογικὴ κίνησις τῶν ὑποψηφίων βουλευτῶν τῆς Ἑνώσεως Κέντρου παρουσιάζει ἔξαρσιν εἰς ὅλας τὰς περιφερείας. Εἰς ὅλας τὰς περιοχὰς οἱ πολῖται συγκεντροῦνται κατὰ χιλιάδας εἰς τὰς πλατείας διὰ νὰ ἀκούσουν τοὺς ὑποψηφίους, οἱ ὁποῖοι ἐκθέτουν τὸ πρόγραμμα τοῦ κόμματος καὶ τὰς θέσεις του διὰ τὴν ἀνόρθωσιν τῆς χώρας. Αἱ ὁμιλίαι γίνονται δεκταὶ μὲ ἐνθουσιώδεις ἐπευφημίας καὶ ζητωκραυγάς. Ἡ ἀπήχησις τῶν λόγων εἰς τὴν ὕπαιθρον εἶναι ἰδιαιτέρως μεγάλη, ἐνῷ οἱ ἀγρόται δηλώνουν τὴν ἀπόφασίν των νὰ ὑποστηρίξουν τὴν ἀλλαγήν. (401, 650, 577, 759)
table-cell: Παρίσι (204, 645, 228, 654)
cotton-text: Ἡ ἐκλογικὴ κίνησις τῶν ὑποψηφίων βουλευτῶν τῆς Ἑνώσεως Κέντρου παρουσιάζει ἔξαρσιν εἰς ὅλας τὰς περιφερείας. Εἰς ὅλας τὰς περιοχὰς οἱ πολῖται συγκεντροῦνται κατὰ χιλιάδας εἰς τὰς πλατείας διὰ νὰ ἀκούσουν τοὺς ὑποψηφίους, οἱ ὁποῖοι ἐκθέτουν τὸ πρόγραμμα τοῦ κόμματος καὶ τὰς θέσεις του διὰ τὴν ἀνόρθωσιν τῆς χώρας. Αἱ ὁμιλίαι γίνονται δεκταὶ μὲ ἐνθουσιώδεις ἐπευφημίας καὶ ζητωκραυγάς. Ἡ ἀπήχησις τῶν λόγων εἰς τὴν ὕπαιθρον εἶναι ἰδιαιτέρως μεγάλη, ἐνῷ οἱ ἀγρόται δηλώνουν τὴν ἀπόφασίν των νὰ ὑποστηρίξουν τὴν ἀλλαγήν. (401, 157, 577, 265)
table-cell (317, 366, 350, 374)
etap-sub: ΕΤΑΙΡΙΑ ΤΕΧΝΙΚΟΥ ΕΞΟΠΛΙΣΜΟΥ ΔΙΑ ΤΗΝ ΑΞΙΟΠΟΙΗΣΙΝ ΤΩΝ ΓΕΩΡΓΙΚΩΝ ΠΡΟΪΟΝΤΩΝ (403, 1451, 575, 1474)
table-row (202, 239, 389, 247)
table-cell: 760 (302, 390, 315, 398)
table-cell: 500 (302, 342, 315, 350)
table-cell: Μιλᾶνον (204, 677, 234, 686)
events-heading: ΑΙ ΕΚΔΗΛΩΣΕΙΣ ΕΙΣ ΔΙΑΦΟΡΟΥΣ ΤΟΠΟΥΣ (1010, 461, 1172, 471)
right-text-2: Ἡ ἐκλογικὴ κίνησις τῶν ὑποψηφίων βουλευτῶν τῆς Ἑνώσεως Κέντρου παρουσιάζει ἔξαρσιν εἰς ὅλας τὰς περιφερείας. Εἰς ὅλας τὰς περιοχὰς οἱ πολῖται συγκεντροῦνται κατὰ χιλιάδας εἰς τὰς πλατείας διὰ νὰ ἀκούσουν τοὺς ὑποψηφίους, οἱ ὁποῖοι ἐκθέτουν τὸ πρόγραμμα τοῦ κόμματος καὶ τὰς θέσεις του διὰ τὴν ἀνόρθωσιν τῆς χώρας. Αἱ ὁμιλίαι γίνονται δεκταὶ μὲ ἐνθουσιώδεις ἐπευφημίας καὶ ζητωκραυγάς. Ἡ ἀπήχησις τῶν λόγων εἰς τὴν ὕπαιθρον εἶναι ἰδιαιτέρως μεγάλη, ἐνῷ οἱ ἀγρόται δηλώνουν τὴν ἀπόφασίν των νὰ ὑποστηρίξουν τὴν ἀλλαγήν. (996, 265, 1187, 358)
politician-text: Ἡ ἐκλογικὴ κίνησις τῶν ὑποψηφίων βουλευτῶν τῆς Ἑνώσεως Κέντρου παρουσιάζει ἔξαρσιν εἰς ὅλας τὰς περιφερείας. Εἰς ὅλας τὰς περιοχὰς οἱ πολῖται συγκεντροῦνται κατὰ χιλιάδας εἰς τὰς πλατείας διὰ νὰ ἀκούσουν τοὺς ὑποψηφίους, οἱ ὁποῖοι ἐκθέτουν τὸ πρόγραμμα τοῦ κόμματος καὶ τὰς θέσεις του διὰ τὴν ἀνόρθωσιν τῆς χώρας. Αἱ ὁμιλίαι γίνονται δεκταὶ μὲ ἐνθουσιώδεις ἐπευφημίας καὶ ζητωκραυγάς. Ἡ ἀπήχησις τῶν λόγων εἰς τὴν ὕπαιθρον εἶναι ἰδιαιτέρως μεγάλη, ἐνῷ οἱ ἀγρόται δηλώνουν τὴν ἀπόφασίν των νὰ ὑποστηρίξουν τὴν ἀλλαγήν. (1197, 741, 1388, 842)
clearing-text-6: Ἡ ἐκλογικὴ κίνησις τῶν ὑποψηφίων βουλευτῶν τῆς Ἑνώσεως Κέντρου παρουσιάζει ἔξαρσιν εἰς ὅλας τὰς περιφερείας. Εἰς ὅλας τὰς περιοχὰς οἱ πολῖται συγκεντροῦνται κατὰ χιλιάδας εἰς τὰς πλατείας διὰ νὰ ἀκούσουν τοὺς ὑποψηφίους, οἱ ὁποῖοι ἐκθέτουν τὸ πρόγραμμα τοῦ κόμματος καὶ τὰς θέσεις του διὰ τὴν ἀνόρθωσιν τῆς χώρας. Αἱ ὁμιλίαι γίνονται δεκταὶ μὲ ἐνθουσιώδεις ἐπευφημίας καὶ ζητωκραυγάς. Ἡ ἀπήχησις τῶν λόγων εἰς τὴν ὕπαιθρον εἶναι ἰδιαιτέρως μεγάλη, ἐνῷ οἱ ἀγρόται δηλώνουν τὴν ἀπόφασίν των νὰ ὑποστηρίξουν τὴν ἀλλαγήν. (202, 1226, 389, 1328)
table-row (202, 326, 389, 334)
table-cell (319, 263, 351, 271)
table-row (10, 223, 197, 231)
free-markets-text: Ἡ ἐκλογικὴ κίνησις τῶν ὑποψηφίων βουλευτῶν τῆς Ἑνώσεως Κέντρου παρουσιάζει ἔξαρσιν εἰς ὅλας τὰς περιφερείας. Εἰς ὅλας τὰς περιοχὰς οἱ πολῖται συγκεντροῦνται κατὰ χιλιάδας εἰς τὰς πλατείας διὰ νὰ ἀκούσουν τοὺς ὑποψηφίους, οἱ ὁποῖοι ἐκθέτουν τὸ πρόγραμμα τοῦ κόμματος καὶ τὰς θέσεις του διὰ τὴν ἀνόρθωσιν τῆς χώρας. Αἱ ὁμιλίαι γίνονται δεκταὶ μὲ ἐνθουσιώδεις ἐπευφημίας καὶ ζητωκραυγάς. Ἡ ἀπήχησις τῶν λόγων εἰς τὴν ὕπαιθρον εἶναι ἰδιαιτέρως μεγάλη, ἐνῷ οἱ ἀγρόται δηλώνουν τὴν ἀπόφασίν των νὰ ὑποστηρίξουν τὴν ἀλλαγήν. (10, 768, 197, 870)
table-cell: 1942 ΑΔ (12, 215, 41, 223)
table-row (10, 271, 197, 279)
aetoloakarnania-heading: ΕΙΣ ΑΙΤΩΛΟΑΚΑΡΝΑΝΙΑΝ (836, 672, 935, 682)
table-cell (350, 430, 389, 438)
right-headline-1: ΕΠΑΝΑΣΤΑΣΙΝ ΤΩΝ ΑΓΡΟΤΩΝ (1072, 79, 1509, 112)
table-cell (350, 414, 389, 422)
table-cell: -0.08 (178, 231, 195, 239)
table-cell (350, 334, 389, 342)
free-markets-heading: Ἐλεύθεραι ἀγοραί (57, 738, 150, 754)
table-cell: Οἶνοι (204, 382, 223, 390)
table-cell: 225 (302, 302, 315, 310)
table-cell: 0.0480 (315, 677, 339, 686)
table-cell (163, 207, 197, 215)
table-cell: Ἐρμουπόλις (204, 318, 245, 326)
clearing-text-2: Ἡ ἐκλογικὴ κίνησις τῶν ὑποψηφίων βουλευτῶν τῆς Ἑνώσεως Κέντρου παρουσιάζει ἔξαρσιν εἰς ὅλας τὰς περιφερείας. Εἰς ὅλας τὰς περιοχὰς οἱ πολῖται συγκεντροῦνται κατὰ χιλιάδας εἰς τὰς πλατείας διὰ νὰ ἀκούσουν τοὺς ὑποψηφίους, οἱ ὁποῖοι ἐκθέτουν τὸ πρόγραμμα τοῦ κόμματος καὶ τὰς θέσεις του διὰ τὴν ἀνόρθωσιν τῆς χώρας. Αἱ ὁμιλίαι γίνονται δεκταὶ μὲ ἐνθουσιώδεις ἐπευφημίας καὶ ζητωκραυγάς. Ἡ ἀπήχησις τῶν λόγων εἰς τὴν ὕπαιθρον εἶναι ἰδιαιτέρως μεγάλη, ἐνῷ οἱ ἀγρόται δηλώνουν τὴν ἀπόφασίν των νὰ ὑποστηρίξουν τὴν ἀλλαγήν. (202, 812, 389, 913)
center-text-12: Ἡ ἐκλογικὴ κίνησις τῶν ὑποψηφίων βουλευτῶν τῆς Ἑνώσεως Κέντρου παρουσιάζει ἔξαρσιν εἰς ὅλας τὰς περιφερείας. Εἰς ὅλας τὰς περιοχὰς οἱ πολῖται συγκεντροῦνται κατὰ χιλιάδας εἰς τὰς πλατείας διὰ νὰ ἀκούσουν τοὺς ὑποψηφίους, οἱ ὁποῖοι ἐκθέτουν τὸ πρόγραμμα τοῦ κόμματος καὶ τὰς θέσεις του διὰ τὴν ἀνόρθωσιν τῆς χώρας. Αἱ ὁμιλίαι γίνονται δεκταὶ μὲ ἐνθουσιώδεις ἐπευφημίας καὶ ζητωκραυγάς. Ἡ ἀπήχησις τῶν λόγων εἰς τὴν ὕπαιθρον εἶναι ἰδιαιτέρως μεγάλη, ἐνῷ οἱ ἀγρόται δηλώνουν τὴν ἀπόφασίν των νὰ ὑποστηρίξουν τὴν ἀλλαγήν. (788, 687, 983, 780)
table-cell: Σειρὰ Β (12, 263, 38, 271)
table-cell: Μόντρεαλ (204, 629, 239, 638)
clearing-text-4: Ἡ ἐκλογικὴ κίνησις τῶν ὑποψηφίων βουλευτῶν τῆς Ἑνώσεως Κέντρου παρουσιάζει ἔξαρσιν εἰς ὅλας τὰς περιφερείας. Εἰς ὅλας τὰς περιοχὰς οἱ πολῖται συγκεντροῦνται κατὰ χιλιάδας εἰς τὰς πλατείας διὰ νὰ ἀκούσουν τοὺς ὑποψηφίους, οἱ ὁποῖοι ἐκθέτουν τὸ πρόγραμμα τοῦ κόμματος καὶ τὰς θέσεις του διὰ τὴν ἀνόρθωσιν τῆς χώρας. Αἱ ὁμιλίαι γίνονται δεκταὶ μὲ ἐνθουσιώδεις ἐπευφημίας καὶ ζητωκραυγάς. Ἡ ἀπήχησις τῶν λόγων εἰς τὴν ὕπαιθρον εἶναι ἰδιαιτέρως μεγάλη, ἐνῷ οἱ ἀγρόται δηλώνουν τὴν ἀπόφασίν των νὰ ὑποστηρίξουν τὴν ἀλλαγήν. (202, 1018, 389, 1120)
tyranny-heading: Ο ΛΑΟΣ ΘΑ ΤΙΜΩΡΗΣΗ ΤΟΥΣ ΤΥΡΑΝΝΟΥΣ (999, 670, 1183, 681)
decisions-text: Ἡ ἐκλογικὴ κίνησις τῶν ὑποψηφίων βουλευτῶν τῆς Ἑνώσεως Κέντρου παρουσιάζει ἔξαρσιν εἰς ὅλας τὰς περιφερείας. Εἰς ὅλας τὰς περιοχὰς οἱ πολῖται συγκεντροῦνται κατὰ χιλιάδας εἰς τὰς πλατείας διὰ νὰ ἀκούσουν τοὺς ὑποψηφίους, οἱ ὁποῖοι ἐκθέτουν τὸ πρόγραμμα τοῦ κόμματος καὶ τὰς θέσεις του διὰ τὴν ἀνόρθωσιν τῆς χώρας. Αἱ ὁμιλίαι γίνονται δεκταὶ μὲ ἐνθουσιώδεις ἐπευφημίας καὶ ζητωκραυγάς. Ἡ ἀπήχησις τῶν λόγων εἰς τὴν ὕπαιθρον εἶναι ἰδιαιτέρως μεγάλη, ἐνῷ οἱ ἀγρόται δηλώνουν τὴν ἀπόφασίν των νὰ ὑποστηρίξουν τὴν ἀλλαγήν. (401, 795, 577, 905)
right-text-8: Ἡ ἐκλογικὴ κίνησις τῶν ὑποψηφίων βουλευτῶν τῆς Ἑνώσεως Κέντρου παρουσιάζει ἔξαρσιν εἰς ὅλας τὰς περιφερείας. Εἰς ὅλας τὰς περιοχὰς οἱ πολῖται συγκεντροῦνται κατὰ χιλιάδας εἰς τὰς πλατείας διὰ νὰ ἀκούσουν τοὺς ὑποψηφίους, οἱ ὁποῖοι ἐκθέτουν τὸ πρόγραμμα τοῦ κόμματος καὶ τὰς θέσεις του διὰ τὴν ἀνόρθωσιν τῆς χώρας. Αἱ ὁμιλίαι γίνονται δεκταὶ μὲ ἐνθουσιώδεις ἐπευφημίας καὶ ζητωκραυγάς. Ἡ ἀπήχησις τῶν λόγων εἰς τὴν ὕπαιθρον εἶναι ἰδιαιτέρως μεγάλη, ἐνῷ οἱ ἀγρόται δηλώνουν τὴν ἀπόφασίν των νὰ ὑποστηρίξουν τὴν ἀλλαγήν. (996, 877, 1187, 969)
clearing-text-3: Ἡ ἐκλογικὴ κίνησις τῶν ὑποψηφίων βουλευτῶν τῆς Ἑνώσεως Κέντρου παρουσιάζει ἔξαρσιν εἰς ὅλας τὰς περιφερείας. Εἰς ὅλας τὰς περιοχὰς οἱ πολῖται συγκεντροῦνται κατὰ χιλιάδας εἰς τὰς πλατείας διὰ νὰ ἀκούσουν τοὺς ὑποψηφίους, οἱ ὁποῖοι ἐκθέτουν τὸ πρόγραμμα τοῦ κόμματος καὶ τὰς θέσεις του διὰ τὴν ἀνόρθωσιν τῆς χώρας. Αἱ ὁμιλίαι γίνονται δεκταὶ μὲ ἐνθουσιώδεις ἐπευφημίας καὶ ζητωκραυγάς. Ἡ ἀπήχησις τῶν λόγων εἰς τὴν ὕπαιθρον εἶναι ἰδιαιτέρως μεγάλη, ἐνῷ οἱ ἀγρόται δηλώνουν τὴν ἀπόφασίν των νὰ ὑποστηρίξουν τὴν ἀλλαγήν. (202, 916, 389, 1016)
table-row (202, 215, 389, 223)
table-cell: Ἰππόδρομοι (204, 358, 243, 366)
home-text: Ἡ ἐκλογικὴ κίνησις τῶν ὑποψηφίων βουλευτῶν τῆς Ἑνώσεως Κέντρου παρουσιάζει ἔξαρσιν εἰς ὅλας τὰς περιφερείας. Εἰς ὅλας τὰς περιοχὰς οἱ πολῖται συγκεντροῦνται κατὰ χιλιάδας εἰς τὰς πλατείας διὰ νὰ ἀκούσουν τοὺς ὑποψηφίους, οἱ ὁποῖοι ἐκθέτουν τὸ πρόγραμμα τοῦ κόμματος καὶ τὰς θέσεις του διὰ τὴν ἀνόρθωσιν τῆς χώρας. Αἱ ὁμιλίαι γίνονται δεκταὶ μὲ ἐνθουσιώδεις ἐπευφημίας καὶ ζητωκραυγάς. Ἡ ἀπήχησις τῶν λόγων εἰς τὴν ὕπαιθρον εἶναι ἰδιαιτέρως μεγάλη, ἐνῷ οἱ ἀγρόται δηλώνουν τὴν ἀπόφασίν των νὰ ὑποστηρίξουν τὴν ἀλλαγήν. (1197, 519, 1586, 570)
table-cell (317, 310, 350, 318)
table-cell (350, 374, 389, 382)
table-cell (317, 334, 350, 342)
right-cont: Η ΣΥΝΕΧΕΙΑ ΑΠΟ ΤΗΝ ΣΕΛΙΔΑ 1 (1011, 157, 1171, 168)
rates-table (202, 621, 389, 685)
economy-column (10, 41, 389, 2297)
table-row (202, 263, 389, 271)
center-subhead: ΕΝΤΟΝΟΣ Η ΧΘΕΣΙΝΗ ΚΙΝΗΣΙΣ (704, 182, 867, 194)
table-cell: Ἑλλάδος (204, 207, 234, 215)
currency-text: Ἡ ἐκλογικὴ κίνησις τῶν ὑποψηφίων βουλευτῶν τῆς Ἑνώσεως Κέντρου παρουσιάζει ἔξαρσιν εἰς ὅλας τὰς περιφερείας. Εἰς ὅλας τὰς περιοχὰς οἱ πολῖται συγκεντροῦνται κατὰ χιλιάδας εἰς τὰς πλατείας διὰ νὰ ἀκούσουν τοὺς ὑποψηφίους, οἱ ὁποῖοι ἐκθέτουν τὸ πρόγραμμα τοῦ κόμματος καὶ τὰς θέσεις του διὰ τὴν ἀνόρθωσιν τῆς χώρας. Αἱ ὁμιλίαι γίνονται δεκταὶ μὲ ἐνθουσιώδεις ἐπευφημίας καὶ ζητωκραυγάς. Ἡ ἀπήχησις τῶν λόγων εἰς τὴν ὕπαιθρον εἶναι ἰδιαιτέρως μεγάλη, ἐνῷ οἱ ἀγρόται δηλώνουν τὴν ἀπόφασίν των νὰ ὑποστηρίξουν τὴν ἀλλαγήν. (10, 887, 197, 987)
center-text-14: Ἡ ἐκλογικὴ κίνησις τῶν ὑποψηφίων βουλευτῶν τῆς Ἑνώσεως Κέντρου παρουσιάζει ἔξαρσιν εἰς ὅλας τὰς περιφερείας. Εἰς ὅλας τὰς περιοχὰς οἱ πολῖται συγκεντροῦνται κατὰ χιλιάδας εἰς τὰς πλατείας διὰ νὰ ἀκούσουν τοὺς ὑποψηφίους, οἱ ὁποῖοι ἐκθέτουν τὸ πρόγραμμα τοῦ κόμματος καὶ τὰς θέσεις του διὰ τὴν ἀνόρθωσιν τῆς χώρας. Αἱ ὁμιλίαι γίνονται δεκταὶ μὲ ἐνθουσιώδεις ἐπευφημίας καὶ ζητωκραυγάς. Ἡ ἀπήχησις τῶν λόγων εἰς τὴν ὕπαιθρον εἶναι ἰδιαιτέρως μεγάλη, ἐνῷ οἱ ἀγρόται δηλώνουν τὴν ἀπόφασίν των νὰ ὑποστηρίξουν τὴν ἀλλαγήν. (788, 930, 983, 1023)
table-cell (350, 326, 389, 334)
table-cell: 160 (302, 350, 315, 358)
table-cell: 135 (302, 430, 315, 438)
atm-heading: Ο ΑΤΜΟΗΛΕΚΤΡΙΚΟΣ ΣΤΑΘΜΟΣ ΔΑΛΙΑΣ (402, 1022, 576, 1033)
xalkis-dateline: ΧΑΛΚΙΣ, 22 (796, 445, 838, 454)
table-row (202, 223, 389, 231)
rates-title: ΤΑ ΣΥΝΑΛΛΑΓΜΑΤΙΚΑ ΔΕΛΤΙΑ ΤΗΣ ΤΡΑΠΕΖΗΣ ΤΗΣ ΕΛΛΑΔΟΣ (206, 593, 385, 616)
table-cell (319, 239, 351, 247)
table-cell: 29.85 (319, 621, 339, 630)
london-dateline: ΛΟΝΔΙΝΟΝ, 22. (Ρώυτερ) (1205, 508, 1298, 517)
table-cell: 1220 (331, 406, 349, 414)
table-cell (350, 398, 389, 406)
table-cell: +0.83 (366, 406, 387, 414)
euboea-heading: ΘΡΙΑΜΒΕΥΤΙΚΗ ΝΙΚΗ ΠΡΟΒΛΕΠΕΤΑΙ ΕΙΣ ΕΥΒΟΙΑΝ (807, 417, 965, 440)
table-row (202, 366, 389, 374)
table-cell: 155 (148, 271, 161, 279)
cotton-heading: ΕΝΕΚΡΙΘΗ Η ΜΕΤΕΓΚΑΤΑΣΤΑΣΙΣ ΕΙΣ ΘΟΛΟΝ ΤΗΣ ΓΕΡΜΑΝΙΚΗΣ ΒΑΜΒΑΚΟΥΡΓΙΑΣ (409, 109, 569, 145)
table-cell: Λονδῖνον (204, 637, 236, 646)
table-cell: Σειρὰ Α (12, 255, 38, 263)
table-row (10, 215, 197, 223)
table-cell: 210 (302, 334, 315, 342)
deposits-heading: ΔΥΣΜΗΝ ΚΑΤΑ 513 ΕΚΑΤ. ΔΡΧ. ΕΞΗΝΕΙΣΑΝ ΑΙ ΙΔΙΩΤΙΚΑΙ ΚΑΤΑΘΕΣΕΙΣ ΤΟΝ ΣΕΠΤ. (406, 608, 572, 645)
table-row (202, 255, 389, 263)
table-cell: -3.00 (370, 342, 387, 350)
lexikografisis-heading: ΛΕΞΙΚΟΓΡΑΦΗΣΙΣ (1404, 1263, 1577, 1286)
table-cell: 155⅛ (104, 263, 124, 271)
table-cell: Παπαστράτος (204, 390, 251, 398)
athens-heading: Ο ΥΠΟΨΗΦΙΟΙ ΤΗΣ Α΄ ΠΕΡΙΦΕΡΕΙΑΣ ΑΘΗΝΩΝ (597, 299, 774, 309)
table-cell: 27.63 (319, 629, 339, 638)
bonds-heading: Τὰ χρεόγραφα (163, 464, 236, 479)
table-cell (351, 239, 389, 247)
table-cell (317, 358, 350, 366)
table-cell: 36 (306, 382, 315, 390)
table-row (10, 255, 197, 263)
table-cell (163, 287, 197, 295)
table-cell: 465 (302, 374, 315, 382)
table-cell (125, 255, 162, 263)
loans-label: ΔΑΝΕΙΑ ΕΙΣ ΣΥΝΑΛΛΑΓΜΑ (52, 192, 155, 201)
right-text-6: Ἡ ἐκλογικὴ κίνησις τῶν ὑποψηφίων βουλευτῶν τῆς Ἑνώσεως Κέντρου παρουσιάζει ἔξαρσιν εἰς ὅλας τὰς περιφερείας. Εἰς ὅλας τὰς περιοχὰς οἱ πολῖται συγκεντροῦνται κατὰ χιλιάδας εἰς τὰς πλατείας διὰ νὰ ἀκούσουν τοὺς ὑποψηφίους, οἱ ὁποῖοι ἐκθέτουν τὸ πρόγραμμα τοῦ κόμματος καὶ τὰς θέσεις του διὰ τὴν ἀνόρθωσιν τῆς χώρας. Αἱ ὁμιλίαι γίνονται δεκταὶ μὲ ἐνθουσιώδεις ἐπευφημίας καὶ ζητωκραυγάς. Ἡ ἀπήχησις τῶν λόγων εἰς τὴν ὕπαιθρον εἶναι ἰδιαιτέρως μεγάλη, ἐνῷ οἱ ἀγρόται δηλώνουν τὴν ἀπόφασίν των νὰ ὑποστηρίξουν τὴν ἀλλαγήν. (996, 686, 1187, 779)
paper-name: «ΕΛΕΥΘΕΡΙΑ» (1212, 9, 1304, 24)
table-row (202, 398, 389, 406)
table-row (10, 287, 197, 295)
dismissals-heading: ΑΠΟΛΥΘΗΚΑΝ ΤΡΙΑΚΟΝΤΑ ΣΥΝΤΑΞΙΟΥΧΟΙ ΤΩΝ ΕΡΓΑΤΟ-Υ-ΠΑΛΛΗΛΩΝ (1398, 971, 1583, 994)
table-row (202, 422, 389, 430)
table-cell: Ἐθνική (204, 215, 229, 223)
table-cell: 720 (304, 231, 317, 239)
table-row (202, 637, 389, 645)
table-cell: Σειρὰ Ε (12, 287, 38, 295)
exchange-title: ΧΡΗΜΑΤΙΣΤΗΡΙΟΝ ΑΘΗΝΩΝ (112, 145, 287, 160)
table-cell: 6.0915 (315, 645, 339, 654)
metal-prices-heading: Αἱ τιμαὶ τῶν μετάλλων (45, 1314, 162, 1330)
chania-dateline: ΧΑΝΙΑ, 22 (1003, 1119, 1041, 1128)
tobacco-text: Ἡ ἐκλογικὴ κίνησις τῶν ὑποψηφίων βουλευτῶν τῆς Ἑνώσεως Κέντρου παρουσιάζει ἔξαρσιν εἰς ὅλας τὰς περιφερείας. Εἰς ὅλας τὰς περιοχὰς οἱ πολῖται συγκεντροῦνται κατὰ χιλιάδας εἰς τὰς πλατείας διὰ νὰ ἀκούσουν τοὺς ὑποψηφίους, οἱ ὁποῖοι ἐκθέτουν τὸ πρόγραμμα τοῦ κόμματος καὶ τὰς θέσεις του διὰ τὴν ἀνόρθωσιν τῆς χώρας. Αἱ ὁμιλίαι γίνονται δεκταὶ μὲ ἐνθουσιώδεις ἐπευφημίας καὶ ζητωκραυγάς. Ἡ ἀπήχησις τῶν λόγων εἰς τὴν ὕπαιθρον εἶναι ἰδιαιτέρως μεγάλη, ἐνῷ οἱ ἀγρόται δηλώνουν τὴν ἀπόφασίν των νὰ ὑποστηρίξουν τὴν ἀλλαγήν. (401, 1316, 577, 1425)
center-text-7: Ἡ ἐκλογικὴ κίνησις τῶν ὑποψηφίων βουλευτῶν τῆς Ἑνώσεως Κέντρου παρουσιάζει ἔξαρσιν εἰς ὅλας τὰς περιφερείας. Εἰς ὅλας τὰς περιοχὰς οἱ πολῖται συγκεντροῦνται κατὰ χιλιάδας εἰς τὰς πλατείας διὰ νὰ ἀκούσουν τοὺς ὑποψηφίους, οἱ ὁποῖοι ἐκθέτουν τὸ πρόγραμμα τοῦ κόμματος καὶ τὰς θέσεις του διὰ τὴν ἀνόρθωσιν τῆς χώρας. Αἱ ὁμιλίαι γίνονται δεκταὶ μὲ ἐνθουσιώδεις ἐπευφημίας καὶ ζητωκραυγάς. Ἡ ἀπήχησις τῶν λόγων εἰς τὴν ὕπαιθρον εἶναι ἰδιαιτέρως μεγάλη, ἐνῷ οἱ ἀγρόται δηλώνουν τὴν ἀπόφασίν των νὰ ὑποστηρίξουν τὴν ἀλλαγήν. (589, 878, 783, 970)
banks-table (202, 207, 389, 279)
loans-table (10, 207, 197, 295)
table-row (202, 390, 389, 398)
horse-racing-illustration (1197, 1075, 1388, 1157)
table-row (202, 677, 389, 685)
table-cell (351, 207, 389, 215)
table-cell: 155⅜ (104, 271, 124, 279)
lex-cont: Η ΣΥΝΕΧΕΙΑ ΑΠΟ ΤΗΝ ΣΕΛΙΔΑ 1 (1411, 1287, 1570, 1299)
green-bag-cont: Η ΣΥΝΕΧΕΙΑ ΑΠΟ ΤΗΝ ΣΕΛΙΔΑ 1 (451, 1830, 610, 1842)
table-cell: 197 (302, 326, 315, 334)
table-row (202, 382, 389, 390)
center-headline-2: ΥΠΕΡ ΤΩΝ ΥΠΟΨΗΦΙΩΝ ΤΗΣ Ε.Κ. (602, 103, 969, 178)
table-cell: -0.43 (178, 215, 195, 223)
